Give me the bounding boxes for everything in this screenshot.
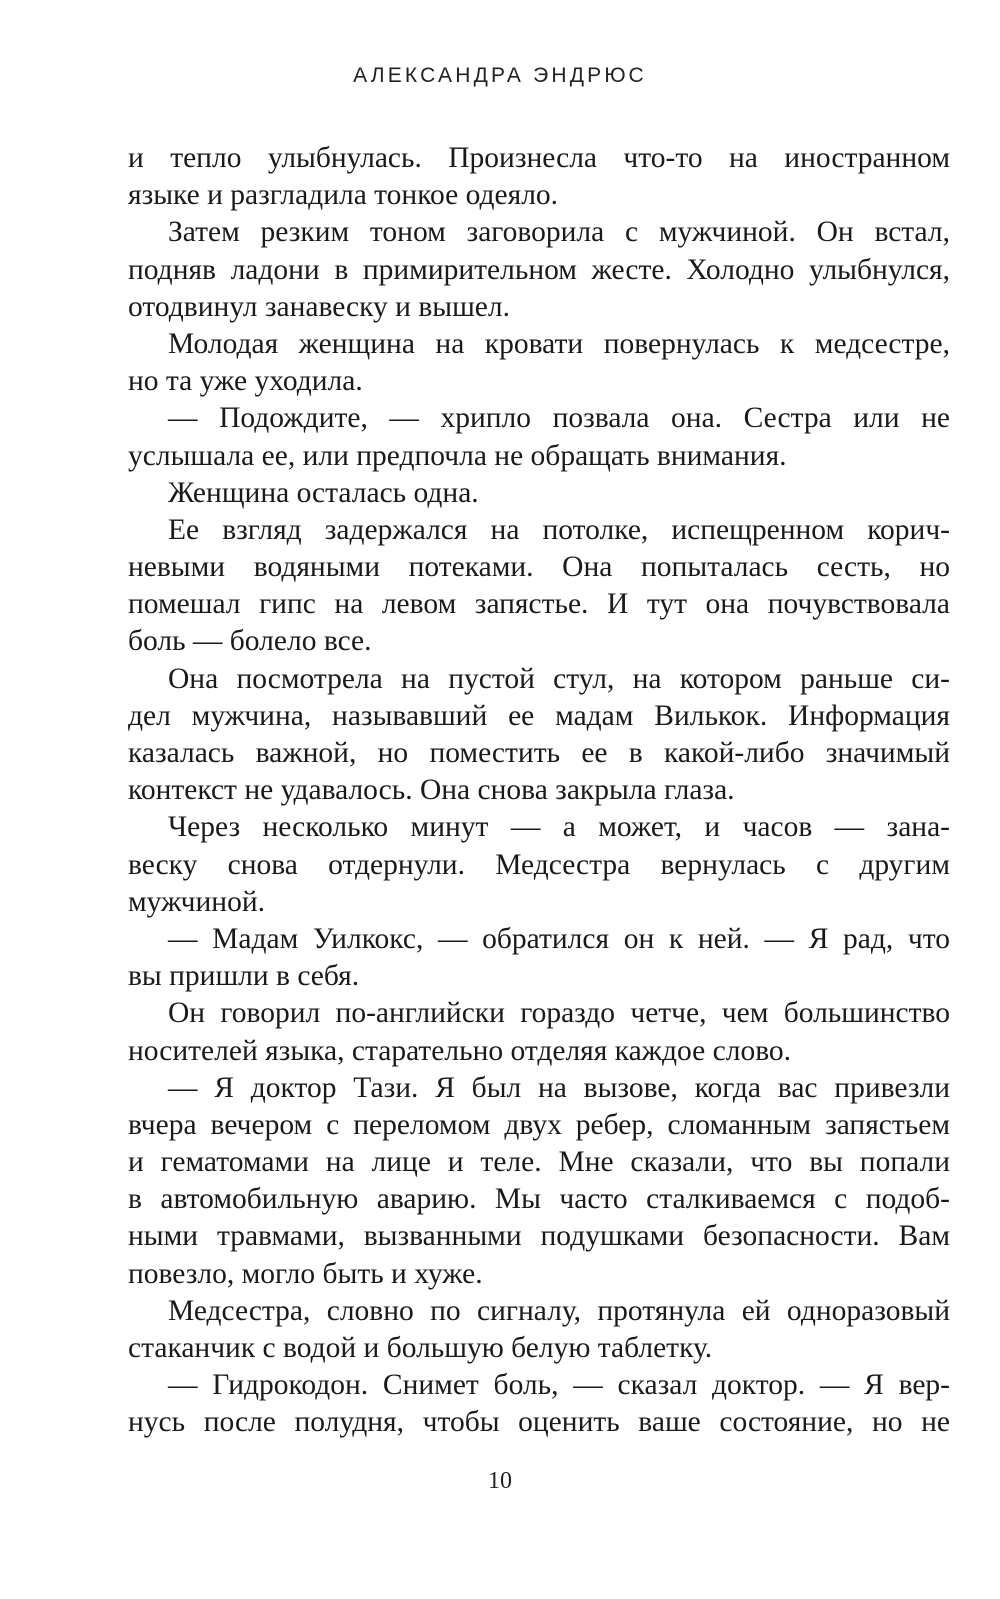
text-line: и тепло улыбнулась. Произнесла что-то на иностранном bbox=[128, 142, 950, 174]
text-line: носителей языка, старательно отделяя каждое слово. bbox=[128, 1034, 792, 1067]
paragraph-first-line: — Подождите, — хрипло позвала она. Сестра или не bbox=[168, 402, 950, 435]
paragraph-first-line: — Гидрокодон. Снимет боль, — сказал доктор. — Я вер- bbox=[168, 1369, 950, 1402]
text-line: казалась важной, но поместить ее в какой-либо значимый bbox=[128, 737, 950, 769]
text-line: вчера вечером с переломом двух ребер, сломанным запястьем bbox=[128, 1108, 950, 1141]
text-line: отодвинул занавеску и вышел. bbox=[128, 290, 510, 323]
text-line: и гематомами на лице и теле. Мне сказали, что вы попали bbox=[128, 1146, 950, 1179]
text-line: веску снова отдернули. Медсестра вернулась с другим bbox=[128, 848, 950, 881]
text-line: но та уже уходила. bbox=[128, 365, 363, 398]
paragraph-first-line: — Мадам Уилкокс, — обратился он к ней. — Я рад, что bbox=[168, 922, 950, 955]
text-line: подняв ладони в примирительном жесте. Холодно улыбнулся, bbox=[128, 253, 950, 286]
paragraph-first-line: Ее взгляд задержался на потолке, испещренном корич- bbox=[168, 513, 950, 546]
text-line: языке и разгладила тонкое одеяло. bbox=[128, 179, 559, 212]
text-line: невыми водяными потеками. Она попыталась сесть, но bbox=[128, 551, 950, 584]
page-number: 10 bbox=[488, 1468, 512, 1494]
text-line: нусь после полудня, чтобы оценить ваше состояние, но не bbox=[128, 1406, 950, 1439]
paragraph-first-line: Медсестра, словно по сигналу, протянула ей одноразовый bbox=[168, 1294, 950, 1327]
text-line: дел мужчина, называвший ее мадам Вилькок. Информация bbox=[128, 699, 950, 732]
running-title: АЛЕКСАНДРА ЭНДРЮС bbox=[353, 64, 647, 87]
paragraph-first-line: Через несколько минут — а может, и часов — зана- bbox=[168, 811, 950, 844]
paragraph-first-line: Женщина осталась одна. bbox=[168, 476, 479, 509]
text-line: ными травмами, вызванными подушками безопасности. Вам bbox=[128, 1220, 950, 1253]
text-line: в автомобильную аварию. Мы часто сталкиваемся с подоб- bbox=[128, 1183, 950, 1216]
paragraph-first-line: Она посмотрела на пустой стул, на котором раньше си- bbox=[168, 662, 950, 695]
paragraph-first-line: — Я доктор Тази. Я был на вызове, когда вас привезли bbox=[168, 1071, 950, 1104]
text-line: контекст не удавалось. Она снова закрыла глаза. bbox=[128, 774, 735, 807]
text-line: услышала ее, или предпочла не обращать внимания. bbox=[128, 439, 787, 472]
text-line: стаканчик с водой и большую белую таблетку. bbox=[128, 1332, 713, 1364]
text-line: помешал гипс на левом запястье. И тут она почувствовала bbox=[128, 588, 950, 621]
paragraph-first-line: Затем резким тоном заговорила с мужчиной. Он встал, bbox=[168, 216, 950, 249]
text-line: повезло, могло быть и хуже. bbox=[128, 1257, 483, 1290]
paragraph-first-line: Молодая женщина на кровати повернулась к медсестре, bbox=[168, 327, 950, 360]
text-line: вы пришли в себя. bbox=[128, 960, 360, 993]
text-line: боль — болело все. bbox=[128, 625, 372, 658]
paragraph-first-line: Он говорил по-английски гораздо четче, чем большинство bbox=[168, 997, 950, 1030]
body-text bbox=[128, 140, 950, 1442]
text-line: мужчиной. bbox=[128, 885, 265, 918]
